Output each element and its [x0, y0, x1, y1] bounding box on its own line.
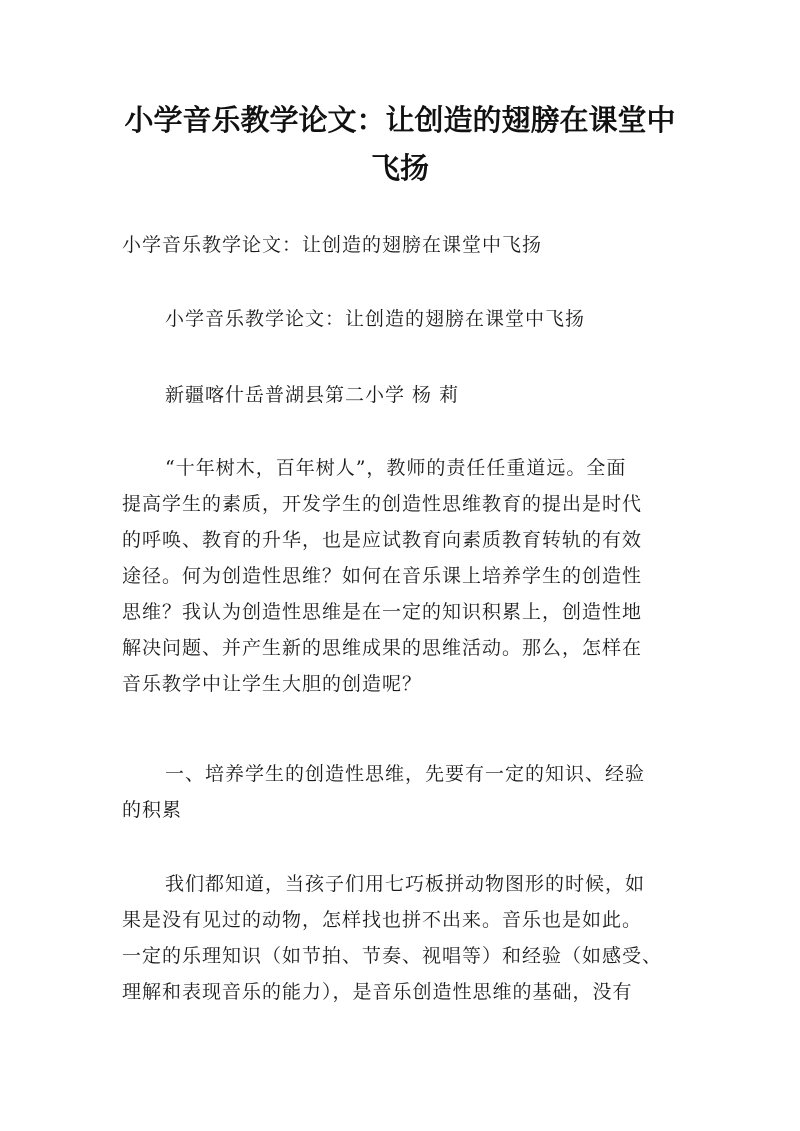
subtitle-repeat: 小学音乐教学论文：让创造的翅膀在课堂中飞扬 — [165, 308, 586, 330]
paragraph-line: 理解和表现音乐的能力），是音乐创造性思维的基础，没有 — [122, 981, 633, 1003]
paragraph-line: 音乐教学中让学生大胆的创造呢？ — [122, 673, 423, 695]
heading-line: 一、培养学生的创造性思维，先要有一定的知识、经验 — [165, 763, 646, 785]
paragraph-line: 一定的乐理知识（如节拍、节奏、视唱等）和经验（如感受、 — [122, 945, 663, 967]
title-line-2: 飞扬 — [370, 151, 429, 185]
document-title — [110, 96, 690, 192]
paragraph-2 — [122, 866, 682, 1010]
heading-line: 的积累 — [122, 799, 183, 821]
paragraph-line: “十年树木，百年树人”，教师的责任任重道远。全面 — [165, 457, 627, 479]
paragraph-line: 思维？我认为创造性思维是在一定的知识积累上，创造性地 — [122, 601, 643, 623]
subtitle: 小学音乐教学论文：让创造的翅膀在课堂中飞扬 — [122, 234, 543, 256]
paragraph-line: 途径。何为创造性思维？如何在音乐课上培养学生的创造性 — [122, 565, 643, 587]
paragraph-line: 我们都知道，当孩子们用七巧板拼动物图形的时候，如 — [165, 873, 646, 895]
paragraph-line: 提高学生的素质，开发学生的创造性思维教育的提出是时代 — [122, 493, 643, 515]
paragraph-line: 果是没有见过的动物，怎样找也拼不出来。音乐也是如此。 — [122, 909, 643, 931]
paragraph-line: 的呼唤、教育的升华，也是应试教育向素质教育转轨的有效 — [122, 529, 643, 551]
section-heading-1 — [122, 756, 682, 828]
title-line-1: 小学音乐教学论文：让创造的翅膀在课堂中 — [124, 103, 676, 137]
author-line: 新疆喀什岳普湖县第二小学 杨 莉 — [165, 384, 460, 406]
paragraph-line: 解决问题、并产生新的思维成果的思维活动。那么，怎样在 — [122, 637, 643, 659]
paragraph-1 — [122, 450, 682, 702]
